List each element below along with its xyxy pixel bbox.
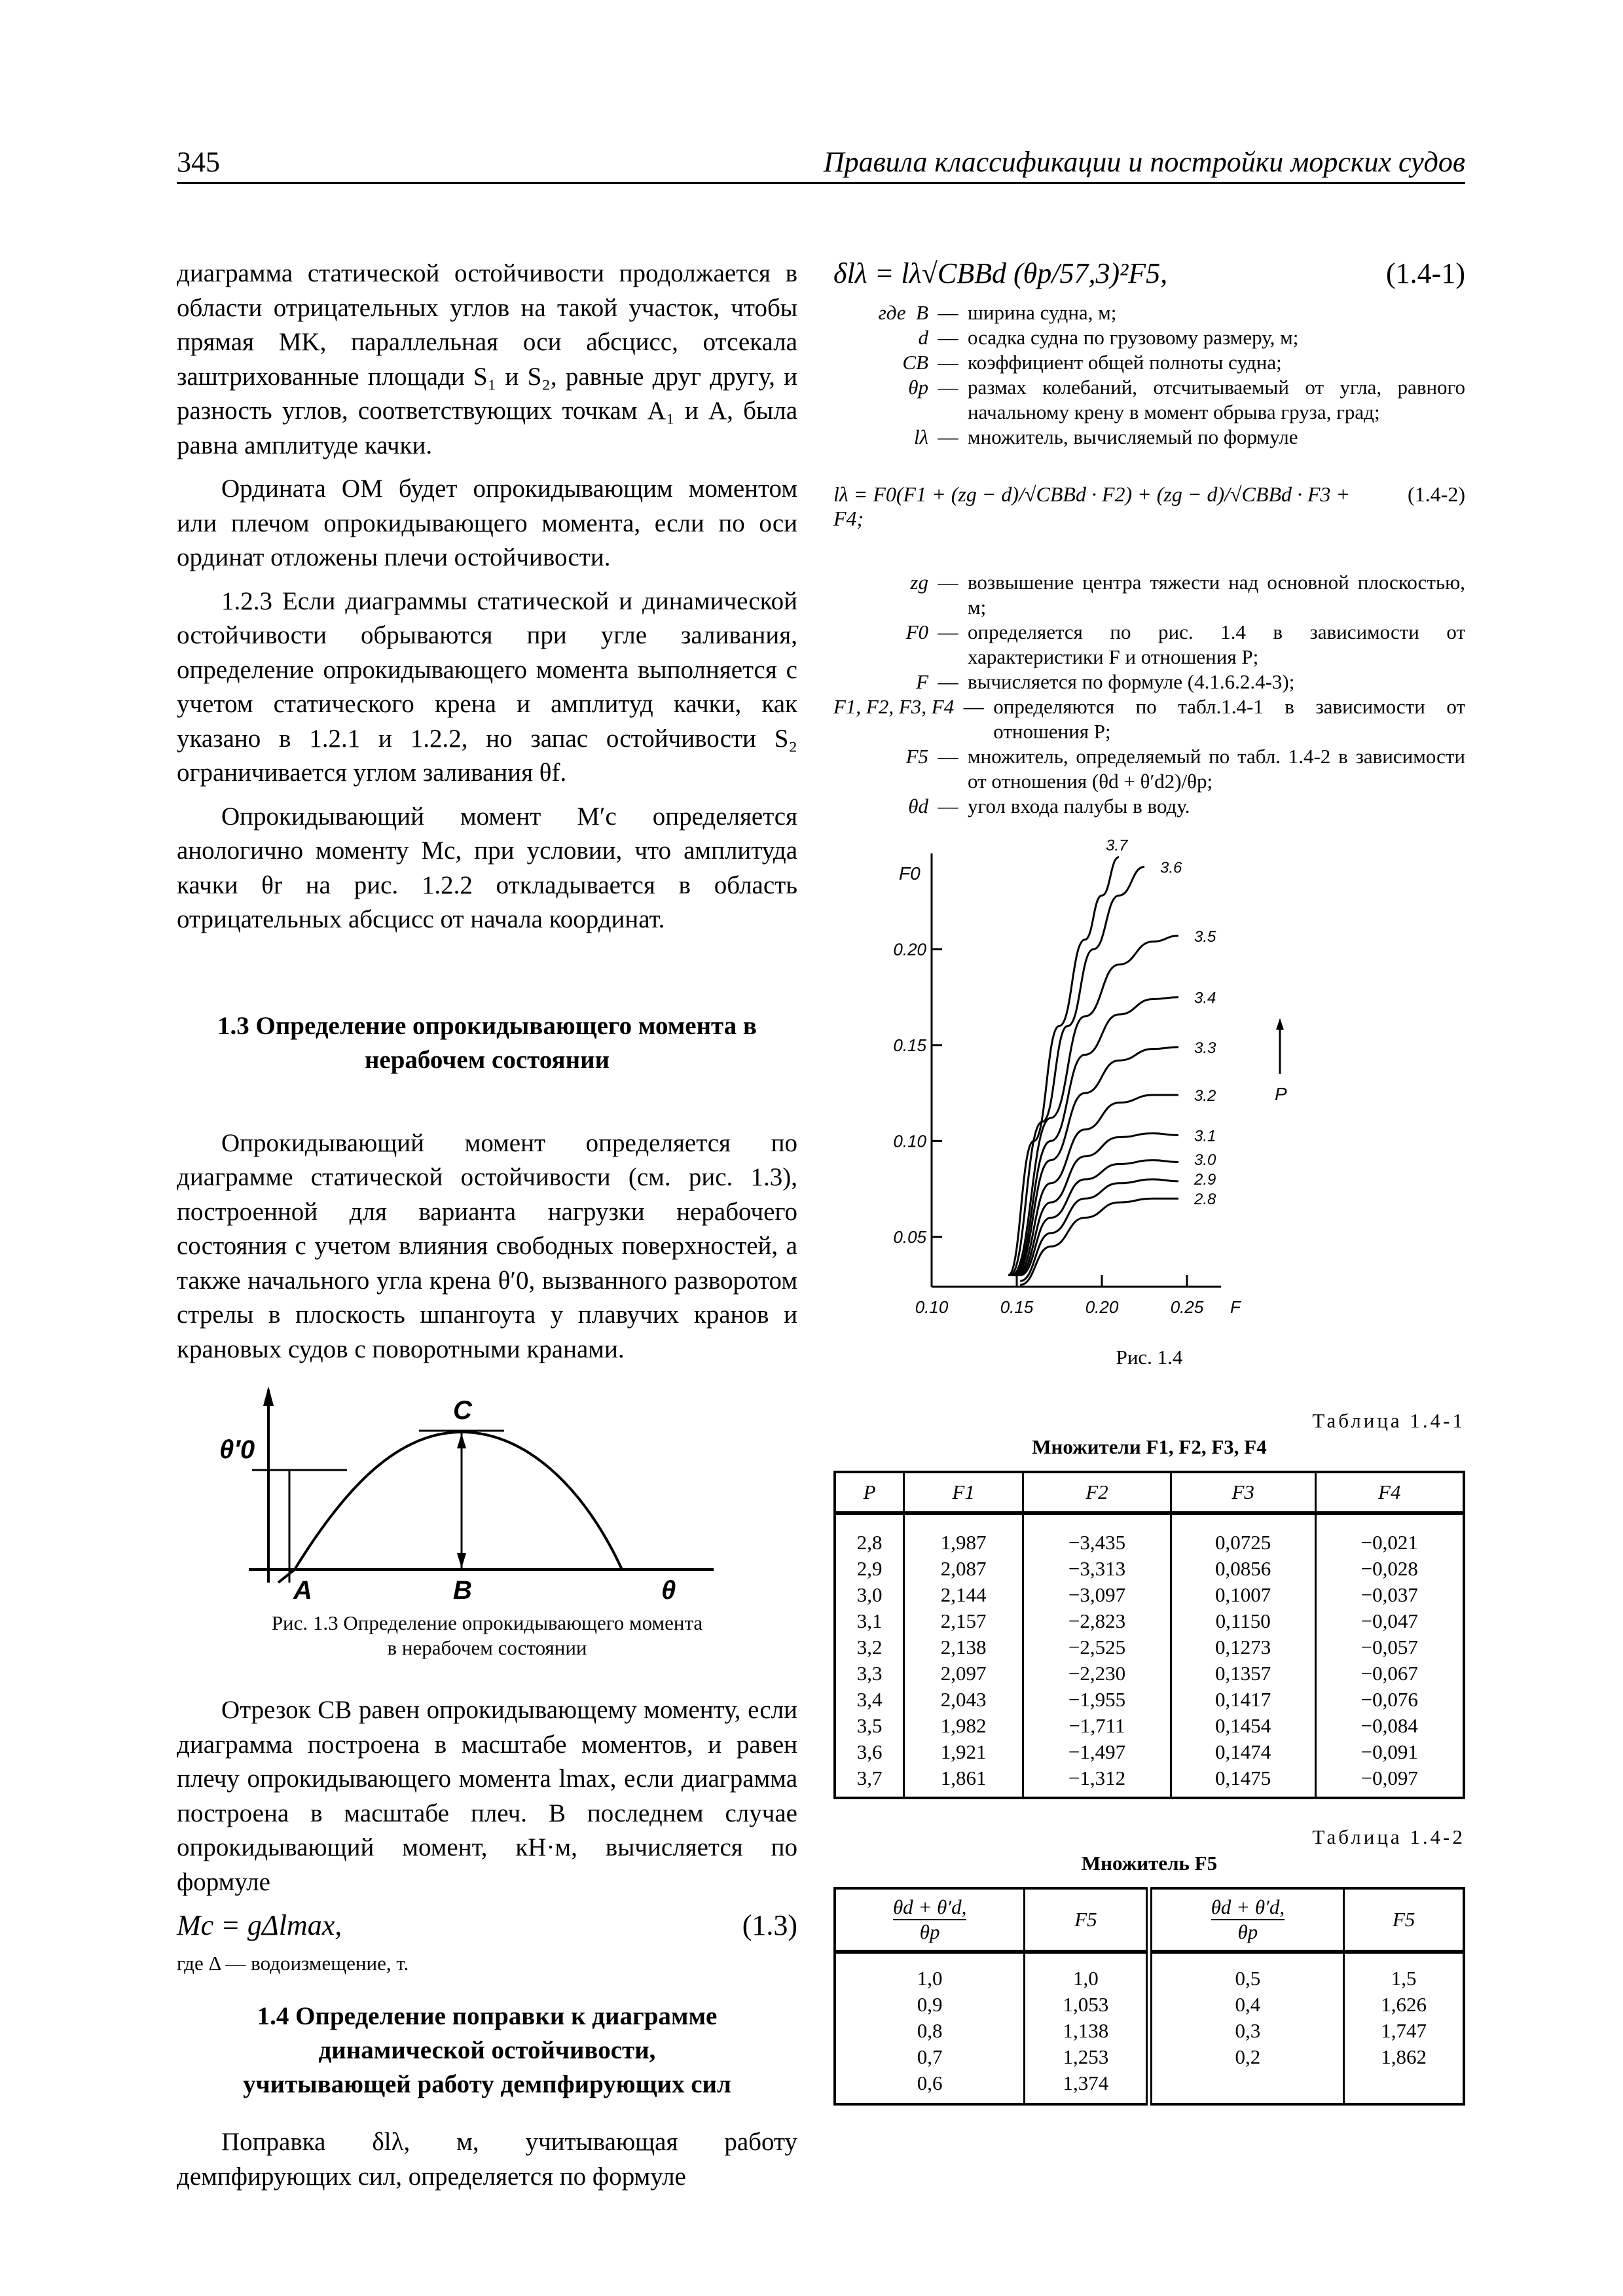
paragraph-2: Ордината OM будет опрокидывающим моментом или плечом опрокидывающего момента, если по оси ординат отложены плечи остойчивости. xyxy=(177,475,797,571)
series-label: 3.6 xyxy=(1160,859,1182,877)
table-cell xyxy=(1344,2070,1464,2104)
definition-item xyxy=(833,325,1465,350)
dash: — xyxy=(938,376,958,399)
formula-text: lλ = F0(F1 + (zg − d)/√CBBd · F2) + (zg − d)/√CBBd · F3 + F4; xyxy=(833,482,1351,530)
table-cell: −0,021 xyxy=(1315,1513,1464,1556)
table-cell: 3,5 xyxy=(835,1713,904,1739)
table-cell: 1,626 xyxy=(1344,1992,1464,2018)
heading-line: 1.3 Определение опрокидывающего момента в xyxy=(217,1011,757,1040)
table-cell: −0,091 xyxy=(1315,1739,1464,1765)
figure-1-3 xyxy=(216,1386,753,1605)
table-cell: 1,253 xyxy=(1025,2044,1150,2070)
ratio-denominator: θp xyxy=(919,1920,940,1943)
table-cell: 3,4 xyxy=(835,1687,904,1713)
right-column xyxy=(833,257,1465,2106)
x-tick-label: 0.25 xyxy=(1170,1297,1204,1317)
formula-1-4-1 xyxy=(833,257,1465,290)
label-theta: θ xyxy=(661,1576,676,1605)
definitions-list-1 xyxy=(833,300,1465,450)
table-header-row xyxy=(835,1472,1464,1513)
definition-term: F5 xyxy=(905,745,928,768)
series-label: 3.1 xyxy=(1194,1127,1216,1145)
table-header-row xyxy=(835,1888,1464,1952)
heading-line: учитывающей работу демпфирующих сил xyxy=(243,2070,731,2098)
table-cell: 1,053 xyxy=(1025,1992,1150,2018)
ratio-numerator: θd + θ′d, xyxy=(893,1895,966,1920)
definition-item xyxy=(833,425,1465,450)
figure-1-3-caption xyxy=(177,1611,797,1660)
equation-number: (1.3) xyxy=(742,1909,797,1941)
dash: — xyxy=(938,795,958,817)
definition-term: F xyxy=(916,670,928,693)
label-c: C xyxy=(453,1396,472,1425)
legend-label-p: P xyxy=(1275,1083,1287,1104)
table-1-4-2 xyxy=(833,1887,1465,2106)
heading-line: нерабочем состоянии xyxy=(364,1045,610,1074)
table-cell: 0,8 xyxy=(835,2018,1025,2044)
definition-text: осадка судна по грузовому размеру, м; xyxy=(968,326,1299,349)
definition-term: где B xyxy=(878,301,928,324)
table-cell: −1,711 xyxy=(1023,1713,1171,1739)
series-label: 3.7 xyxy=(1106,836,1128,855)
y-tick-label: 0.15 xyxy=(893,1035,926,1055)
series-label: 3.2 xyxy=(1194,1087,1216,1105)
table-cell: 0,1475 xyxy=(1171,1765,1315,1798)
definition-text: ширина судна, м; xyxy=(968,301,1117,324)
table-cell: −3,435 xyxy=(1023,1513,1171,1556)
dash: — xyxy=(938,670,958,693)
table-cell: 0,6 xyxy=(835,2070,1025,2104)
table-row xyxy=(835,2044,1464,2070)
x-tick-label: 0.15 xyxy=(1000,1297,1034,1317)
definition-term: F0 xyxy=(905,620,928,643)
table-row xyxy=(835,1952,1464,1992)
table-cell: −0,076 xyxy=(1315,1687,1464,1713)
table-cell: 1,921 xyxy=(904,1739,1023,1765)
definition-text: определяются по табл.1.4-1 в зависимости от отношения P; xyxy=(993,695,1465,743)
table-cell: −1,312 xyxy=(1023,1765,1171,1798)
table-cell: 1,0 xyxy=(835,1952,1025,1992)
definition-term: θd xyxy=(908,795,928,817)
definitions-list-2 xyxy=(833,570,1465,819)
column-header: F1 xyxy=(904,1472,1023,1513)
table-1-4-1 xyxy=(833,1471,1465,1799)
label-a: A xyxy=(293,1576,312,1605)
column-header: F5 xyxy=(1025,1888,1150,1952)
dash: — xyxy=(938,425,958,448)
table-row xyxy=(835,1634,1464,1660)
paragraph-6: Отрезок CB равен опрокидывающему моменту, если диаграмма построена в масштабе моментов, и равен плечу опрокидывающего момента lmax, если диаграмма построена в масштабе плеч. В последнем случае опрокидывающий момент, кН·м, вычисляется по формуле xyxy=(177,1696,797,1896)
table-row xyxy=(835,1582,1464,1608)
dash: — xyxy=(938,351,958,374)
table-cell: 0,1007 xyxy=(1171,1582,1315,1608)
table-cell: 2,138 xyxy=(904,1634,1023,1660)
definition-text: множитель, определяемый по табл. 1.4-2 в зависимости от отношения (θd + θ′d2)/θp; xyxy=(968,745,1465,793)
ratio-denominator: θp xyxy=(1237,1920,1258,1943)
table-cell: −0,057 xyxy=(1315,1634,1464,1660)
table-row xyxy=(835,2070,1464,2104)
definition-text: размах колебаний, отсчитываемый от угла, равного начальному крену в момент обрыва груза, град; xyxy=(968,376,1465,423)
definition-item xyxy=(833,694,1465,744)
y-axis-arrow xyxy=(263,1386,274,1406)
formula-1-3 xyxy=(177,1909,797,1942)
series-label: 3.4 xyxy=(1194,989,1216,1007)
table-cell: 0,1273 xyxy=(1171,1634,1315,1660)
y-tick-label: 0.10 xyxy=(893,1131,926,1151)
table-cell: −1,497 xyxy=(1023,1739,1171,1765)
table-row xyxy=(835,1992,1464,2018)
table-cell: 0,0725 xyxy=(1171,1513,1315,1556)
table-row xyxy=(835,1765,1464,1798)
definition-term: d xyxy=(918,326,928,349)
column-header: F4 xyxy=(1315,1472,1464,1513)
page-number: 345 xyxy=(177,146,220,178)
x-tick-label: 0.10 xyxy=(915,1297,949,1317)
paragraph-3: 1.2.3 Если диаграммы статической и динамической остойчивости обрываются при угле заливания, определение опрокидывающего момента выполняется с учетом статического крена и амплитуд качки, как указано в 1.2.1 и 1.2.2, но запас остойчивости S₂ ограничивается углом заливания θf. xyxy=(177,586,797,787)
table-row xyxy=(835,1713,1464,1739)
section-heading-1-3 xyxy=(177,1009,797,1077)
definition-text: возвышение центра тяжести над основной плоскостью, м; xyxy=(968,571,1465,619)
figure-1-4-chart xyxy=(866,825,1338,1329)
running-title: Правила классификации и постройки морских судов xyxy=(823,146,1465,178)
definition-text: коэффициент общей полноты судна; xyxy=(968,351,1282,374)
table-cell: −0,067 xyxy=(1315,1660,1464,1687)
table-cell: 1,5 xyxy=(1344,1952,1464,1992)
column-header: F5 xyxy=(1344,1888,1464,1952)
paragraph-5: Опрокидывающий момент определяется по диаграмме статической остойчивости (см. рис. 1.3), построенной для варианта нагрузки нерабочего состояния с учетом влияния свободных поверхностей, а также начального угла крена θ′0, вызванного разворотом стрелы в плоскость шпангоута у плавучих кранов и крановых судов с поворотными кранами. xyxy=(177,1128,797,1363)
table-cell: 0,1454 xyxy=(1171,1713,1315,1739)
caption-line: в нерабочем состоянии xyxy=(387,1636,587,1659)
caption-line: Рис. 1.3 Определение опрокидывающего момента xyxy=(271,1611,703,1634)
table-cell: 1,374 xyxy=(1025,2070,1150,2104)
definition-item xyxy=(833,570,1465,620)
table-cell: 0,5 xyxy=(1149,1952,1343,1992)
series-line-2.9 xyxy=(1020,1179,1178,1281)
heading-line: динамической остойчивости, xyxy=(318,2036,656,2064)
table-cell: 2,9 xyxy=(835,1556,904,1582)
table-cell: 0,7 xyxy=(835,2044,1025,2070)
x-axis-label: F xyxy=(1230,1297,1241,1317)
column-header: F2 xyxy=(1023,1472,1171,1513)
definition-text: множитель, вычисляемый по формуле xyxy=(968,425,1298,448)
y-tick-label: 0.05 xyxy=(893,1227,926,1247)
definition-text: вычисляется по формуле (4.1.6.2.4-3); xyxy=(968,670,1295,693)
series-label: 2.8 xyxy=(1194,1191,1216,1209)
y-tick-label: 0.20 xyxy=(893,939,926,960)
definition-item xyxy=(833,670,1465,694)
table-cell: 0,1357 xyxy=(1171,1660,1315,1687)
table-row xyxy=(835,1687,1464,1713)
table-cell: 0,4 xyxy=(1149,1992,1343,2018)
table-cell xyxy=(1149,2070,1343,2104)
formula-1-3-where: где Δ — водоизмещение, т. xyxy=(177,1952,409,1975)
dash: — xyxy=(938,620,958,643)
series-line-3.0 xyxy=(1020,1160,1178,1276)
table-cell: 3,3 xyxy=(835,1660,904,1687)
table-cell: 1,747 xyxy=(1344,2018,1464,2044)
table-cell: −0,097 xyxy=(1315,1765,1464,1798)
definition-item xyxy=(833,375,1465,425)
table-cell: 3,7 xyxy=(835,1765,904,1798)
table-row xyxy=(835,1739,1464,1765)
table-cell: 2,043 xyxy=(904,1687,1023,1713)
table-cell: −3,097 xyxy=(1023,1582,1171,1608)
table-cell: 0,1474 xyxy=(1171,1739,1315,1765)
definition-term: lλ xyxy=(913,425,928,448)
table-cell: −0,028 xyxy=(1315,1556,1464,1582)
formula-text: δlλ = lλ√CBBd (θp/57,3)²F5, xyxy=(833,257,1168,289)
table-cell: −2,230 xyxy=(1023,1660,1171,1687)
arrow-down xyxy=(457,1553,466,1568)
dash: — xyxy=(938,745,958,768)
table-row xyxy=(835,2018,1464,2044)
dash: — xyxy=(938,301,958,324)
table-cell: 2,087 xyxy=(904,1556,1023,1582)
table-cell: 3,2 xyxy=(835,1634,904,1660)
series-line-2.8 xyxy=(1020,1198,1178,1285)
figure-1-4-caption: Рис. 1.4 xyxy=(1116,1346,1183,1369)
dash: — xyxy=(963,695,984,718)
table-cell: 2,144 xyxy=(904,1582,1023,1608)
table-cell: 2,157 xyxy=(904,1608,1023,1634)
header-rule xyxy=(177,182,1465,184)
table-cell: −2,525 xyxy=(1023,1634,1171,1660)
series-label: 2.9 xyxy=(1194,1171,1216,1189)
table-cell: −0,037 xyxy=(1315,1582,1464,1608)
table-cell: 3,1 xyxy=(835,1608,904,1634)
x-tick-label: 0.20 xyxy=(1085,1297,1119,1317)
definition-text: определяется по рис. 1.4 в зависимости от характеристики F и отношения P; xyxy=(968,620,1465,668)
table-cell: 1,861 xyxy=(904,1765,1023,1798)
series-label: 3.3 xyxy=(1194,1039,1216,1057)
definition-text: угол входа палубы в воду. xyxy=(968,795,1190,817)
table-cell: 0,1150 xyxy=(1171,1608,1315,1634)
formula-text: Mc = gΔlmax, xyxy=(177,1909,342,1941)
table-cell: 0,0856 xyxy=(1171,1556,1315,1582)
table-cell: 0,2 xyxy=(1149,2044,1343,2070)
table-cell: −0,047 xyxy=(1315,1608,1464,1634)
paragraph-4: Опрокидывающий момент M′c определяется анологично моменту Mc, при условии, что амплитуда качки θr на рис. 1.2.2 откладывается в область отрицательных абсцисс от начала координат. xyxy=(177,802,797,933)
dash: — xyxy=(938,571,958,594)
table-1-4-2-title: Множитель F5 xyxy=(1081,1852,1218,1874)
definition-item xyxy=(833,350,1465,375)
table-cell: −1,955 xyxy=(1023,1687,1171,1713)
table-cell: 2,8 xyxy=(835,1513,904,1556)
table-cell: −3,313 xyxy=(1023,1556,1171,1582)
table-cell: 3,6 xyxy=(835,1739,904,1765)
definition-term: zg xyxy=(910,571,928,594)
table-cell: 1,862 xyxy=(1344,2044,1464,2070)
table-row xyxy=(835,1556,1464,1582)
table-row xyxy=(835,1608,1464,1634)
heading-line: 1.4 Определение поправки к диаграмме xyxy=(257,2002,718,2030)
table-1-4-2-label: Таблица 1.4-2 xyxy=(1312,1825,1465,1848)
table-cell: 0,1417 xyxy=(1171,1687,1315,1713)
definition-term: θp xyxy=(908,376,928,399)
paragraph-1: диаграмма статической остойчивости продолжается в области отрицательных углов на такой участок, чтобы прямая MK, параллельная оси абсцисс, отсекала заштрихованные площади S₁ и S₂, равные друг другу, и разность углов, соответствующих точкам A₁ и A, была равна амплитуде качки. xyxy=(177,259,797,459)
column-header: P xyxy=(835,1472,904,1513)
paragraph-7: Поправка δlλ, м, учитывающая работу демпфирующих сил, определяется по формуле xyxy=(177,2128,797,2191)
y-axis-label: F0 xyxy=(899,863,921,884)
section-heading-1-4 xyxy=(177,2000,797,2102)
definition-item xyxy=(833,794,1465,819)
table-cell: 2,097 xyxy=(904,1660,1023,1687)
table-cell: 3,0 xyxy=(835,1582,904,1608)
series-label: 3.0 xyxy=(1194,1151,1216,1170)
series-line-3.5 xyxy=(1012,936,1178,1276)
ratio-numerator: θd + θ′d, xyxy=(1211,1895,1285,1920)
equation-number: (1.4-2) xyxy=(1408,482,1465,506)
definition-term: F1, F2, F3, F4 xyxy=(833,695,955,718)
definition-item xyxy=(833,620,1465,670)
series-label: 3.5 xyxy=(1194,927,1216,946)
p-arrow-head xyxy=(1276,1018,1284,1030)
table-row xyxy=(835,1660,1464,1687)
table-row xyxy=(835,1513,1464,1556)
ratio-header xyxy=(835,1888,1025,1952)
table-1-4-1-label: Таблица 1.4-1 xyxy=(1312,1409,1465,1432)
definition-term: CB xyxy=(902,351,928,374)
arrow-up xyxy=(457,1433,466,1448)
dash: — xyxy=(938,326,958,349)
table-cell: 1,0 xyxy=(1025,1952,1150,1992)
left-column xyxy=(177,257,797,2194)
formula-1-4-2 xyxy=(833,482,1465,531)
column-header: F3 xyxy=(1171,1472,1315,1513)
table-cell: 1,138 xyxy=(1025,2018,1150,2044)
table-cell: −2,823 xyxy=(1023,1608,1171,1634)
table-1-4-1-title: Множители F1, F2, F3, F4 xyxy=(1032,1435,1267,1458)
series-line-3.6 xyxy=(1010,867,1144,1275)
table-cell: 0,3 xyxy=(1149,2018,1343,2044)
definition-item xyxy=(833,300,1465,325)
table-cell: −0,084 xyxy=(1315,1713,1464,1739)
label-theta0: θ′0 xyxy=(219,1435,255,1464)
table-cell: 1,987 xyxy=(904,1513,1023,1556)
stability-curve xyxy=(278,1432,622,1583)
table-cell: 1,982 xyxy=(904,1713,1023,1739)
table-cell: 0,9 xyxy=(835,1992,1025,2018)
ratio-header xyxy=(1149,1888,1343,1952)
label-b: B xyxy=(453,1576,472,1605)
definition-item xyxy=(833,744,1465,794)
equation-number: (1.4-1) xyxy=(1386,257,1465,289)
